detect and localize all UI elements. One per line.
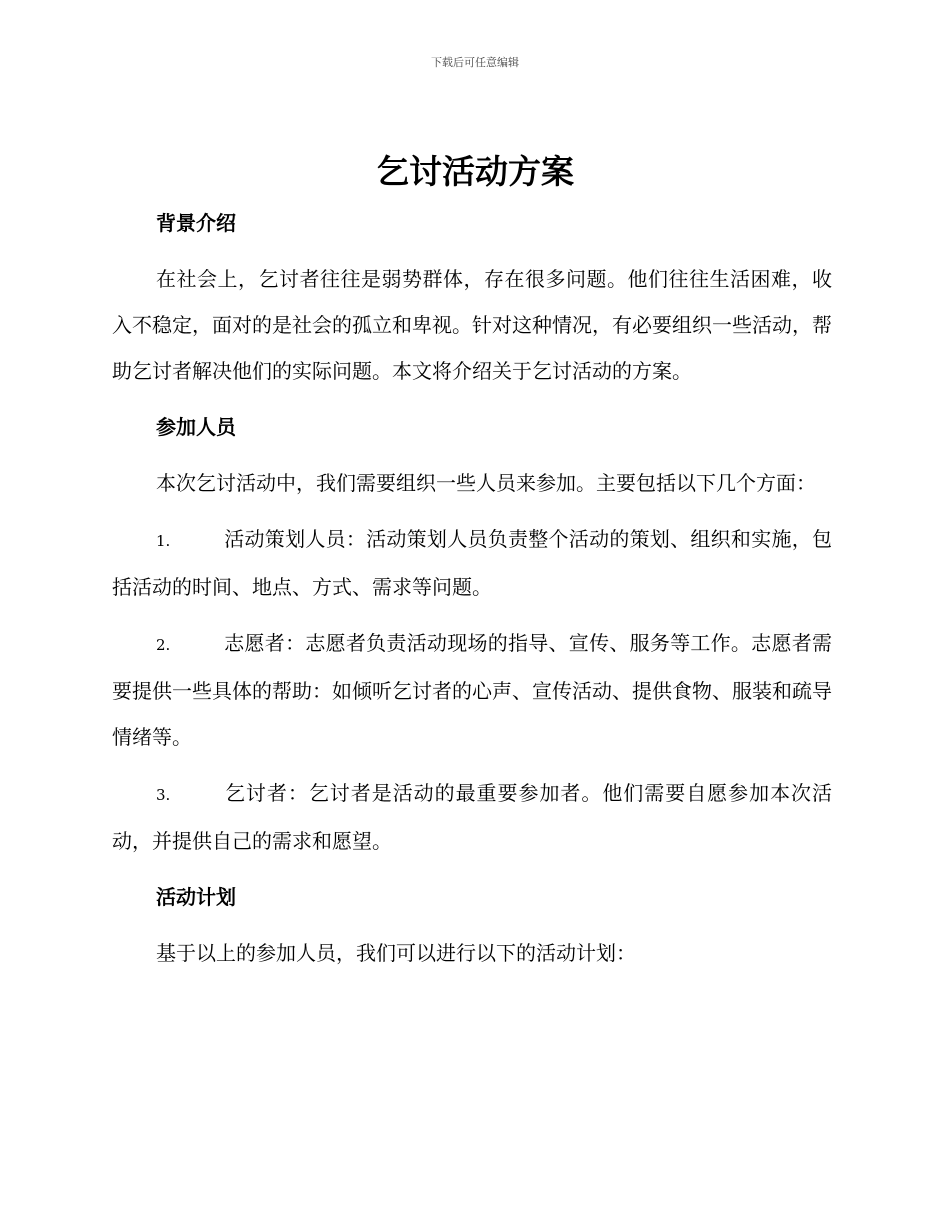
page-header-note: 下载后可任意编辑 — [431, 56, 519, 69]
document-title: 乞讨活动方案 — [376, 152, 574, 191]
list-item-text: 乞讨者：乞讨者是活动的最重要参加者。他们需要自愿参加本次活动，并提供自己的需求和愿望。 — [112, 781, 832, 853]
participants-intro-paragraph: 本次乞讨活动中，我们需要组织一些人员来参加。主要包括以下几个方面： — [156, 471, 816, 495]
document-body — [112, 200, 832, 976]
section-heading-participants: 参加人员 — [156, 415, 236, 439]
background-paragraph: 在社会上，乞讨者往往是弱势群体，存在很多问题。他们往往生活困难，收入不稳定，面对的是社会的孤立和卑视。针对这种情况，有必要组织一些活动，帮助乞讨者解决他们的实际问题。本文将介绍关于乞讨活动的方案。 — [112, 267, 832, 383]
list-item-number: 1. — [156, 532, 171, 550]
list-item-number: 3. — [156, 786, 171, 804]
section-heading-background: 背景介绍 — [156, 211, 236, 235]
activity-plan-paragraph: 基于以上的参加人员，我们可以进行以下的活动计划： — [156, 941, 636, 965]
list-item — [112, 770, 832, 864]
list-item-text: 活动策划人员：活动策划人员负责整个活动的策划、组织和实施，包括活动的时间、地点、方式、需求等问题。 — [112, 527, 832, 599]
section-heading-activity-plan: 活动计划 — [156, 885, 236, 909]
list-item-text: 志愿者：志愿者负责活动现场的指导、宣传、服务等工作。志愿者需要提供一些具体的帮助：如倾听乞讨者的心声、宣传活动、提供食物、服装和疏导情绪等。 — [112, 631, 832, 749]
list-item-number: 2. — [156, 636, 171, 654]
list-item — [112, 620, 832, 760]
list-item — [112, 516, 832, 610]
